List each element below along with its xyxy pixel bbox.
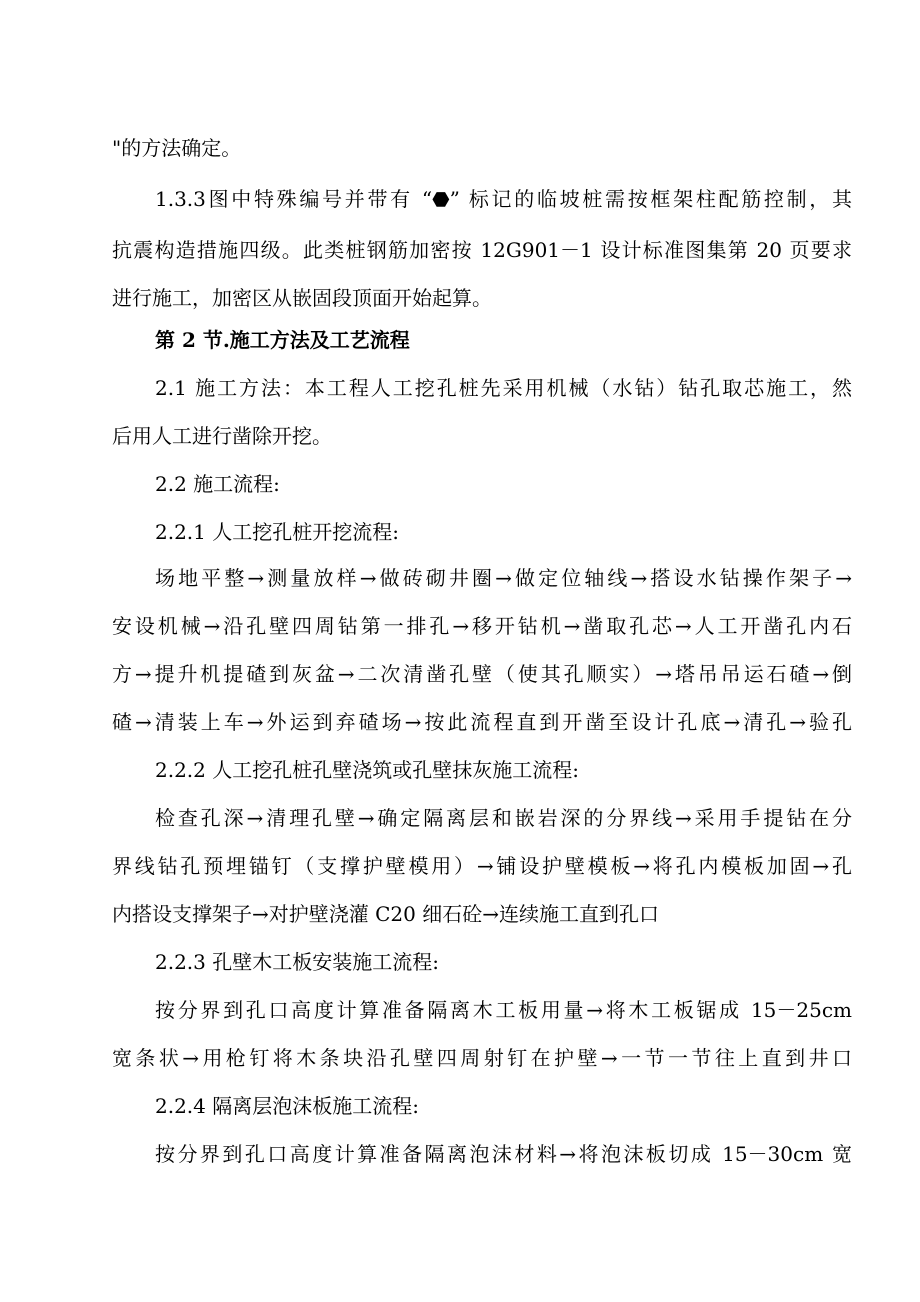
text-line: 后用人工进行凿除开挖。 [112, 424, 332, 448]
text-line: 方→提升机提碴到灰盆→二次清凿孔壁（使其孔顺实）→塔吊吊运石碴→倒 [112, 662, 852, 686]
text-line: "的方法确定。 [112, 136, 242, 160]
text-line: 安设机械→沿孔壁四周钻第一排孔→移开钻机→凿取孔芯→人工开凿孔内石 [112, 614, 852, 638]
text-line: 场地平整→测量放样→做砖砌井圈→做定位轴线→搭设水钻操作架子→ [155, 566, 852, 590]
text-line: 检查孔深→清理孔壁→确定隔离层和嵌岩深的分界线→采用手提钻在分 [155, 806, 852, 830]
text-line: 内搭设支撑架子→对护壁浇灌 C20 细石砼→连续施工直到孔口 [112, 902, 659, 926]
text-line: 2.2.2 人工挖孔桩孔壁浇筑或孔壁抹灰施工流程: [155, 758, 579, 782]
text-line: 界线钻孔预埋锚钉（支撑护壁模用）→铺设护壁模板→将孔内模板加固→孔 [112, 854, 852, 878]
text-line: 2.2 施工流程: [155, 472, 280, 496]
text-line: 抗震构造措施四级。此类桩钢筋加密按 12G901－1 设计标准图集第 20 页要求 [112, 238, 852, 262]
text-line: 按分界到孔口高度计算准备隔离泡沫材料→将泡沫板切成 15－30cm 宽 [155, 1142, 852, 1166]
text-line: 碴→清装上车→外运到弃碴场→按此流程直到开凿至设计孔底→清孔→验孔 [112, 710, 852, 734]
text-line: 1.3.3图中特殊编号并带有 “⬣” 标记的临坡桩需按框架柱配筋控制，其 [155, 187, 852, 211]
text-line: 按分界到孔口高度计算准备隔离木工板用量→将木工板锯成 15－25cm [155, 998, 852, 1022]
text-line: 2.2.3 孔壁木工板安装施工流程: [155, 950, 439, 974]
text-line: 2.1 施工方法：本工程人工挖孔桩先采用机械（水钻）钻孔取芯施工，然 [155, 376, 852, 400]
text-line: 宽条状→用枪钉将木条块沿孔壁四周射钉在护壁→一节一节往上直到井口 [112, 1046, 852, 1070]
section-heading: 第 2 节.施工方法及工艺流程 [155, 328, 410, 352]
text-line: 2.2.1 人工挖孔桩开挖流程: [155, 520, 399, 544]
text-line: 2.2.4 隔离层泡沫板施工流程: [155, 1094, 419, 1118]
text-line: 进行施工，加密区从嵌固段顶面开始起算。 [112, 286, 492, 310]
